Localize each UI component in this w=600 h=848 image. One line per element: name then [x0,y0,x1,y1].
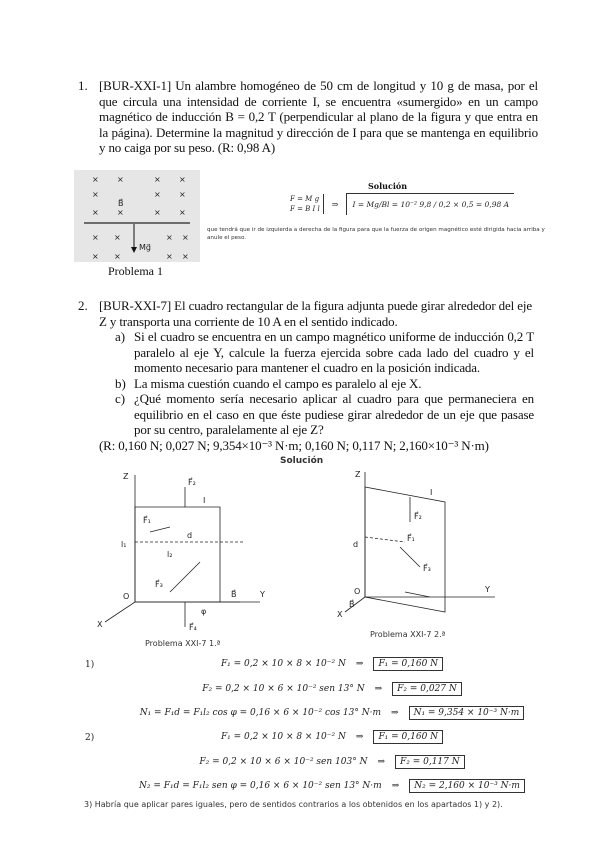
figure-2-2 [335,467,510,627]
equation: N₁ = F₁d = F₁l₂ cos φ = 0,16 × 6 × 10⁻² cos 13° N·m [139,708,382,718]
implies-arrow: ⇒ [391,708,399,718]
problem2-statement [78,298,540,329]
item-c-label: c) [115,391,126,406]
phi-label: φ [201,607,207,616]
figure-2-2-caption: Problema XXI-7 2.ª [370,630,446,639]
solution1-note: que tendrá que ir de izquierda a derecha de la figura para que la fuerza de origen magnético esté dirigida hacia arriba y anule el peso. [207,227,545,241]
item-c [78,391,540,438]
svg-text:×: × [179,208,186,217]
part-3-note: 3) Habría que aplicar pares iguales, pero de sentidos contrarios a los obtenidos en los apartados 1) y 2). [84,800,503,809]
result-box: N₂ = 2,160 × 10⁻³ N·m [409,779,525,793]
solution1-title: Solución [368,181,408,191]
svg-text:×: × [92,208,99,217]
problem1-figure [74,170,200,262]
svg-text:×: × [92,175,99,184]
mg-label: Mg⃗ [139,243,151,252]
svg-text:×: × [166,252,173,261]
f1-label: F⃗₁ [407,534,415,543]
b-label: B⃗ [231,590,237,599]
implies-arrow: ⇒ [377,757,385,767]
item-b-label: b) [115,375,126,391]
current-label: I [203,496,206,505]
axis-y: Y [485,585,490,594]
l1-label: l₁ [121,540,127,549]
item-b-text: La misma cuestión cuando el campo es paralelo al eje X. [134,375,422,391]
svg-text:×: × [117,175,124,184]
result-box: F₁ = 0,160 N [373,657,443,671]
axis-z: Z [355,470,361,479]
f3-label: F⃗₃ [155,580,163,589]
solution1-row [290,193,514,215]
solution-row [112,657,552,671]
figure-2-1-caption: Problema XXI-7 1.ª [145,639,221,648]
solution-row [112,682,552,696]
svg-text:×: × [154,190,161,199]
f4-label: F⃗₄ [189,623,197,632]
svg-text:×: × [154,208,161,217]
solution2-title: Solución [280,456,324,466]
svg-text:×: × [179,190,186,199]
problem2-number: 2. [78,298,88,313]
svg-text:×: × [92,252,99,261]
equation: N₂ = F₁d = F₁l₂ sen φ = 0,16 × 6 × 10⁻² sen 13° N·m [139,781,382,791]
axis-x: X [97,620,103,629]
svg-text:×: × [92,190,99,199]
b-label: B⃗ [118,199,124,208]
item-a-label: a) [115,329,126,344]
axis-z: Z [123,472,129,481]
origin: O [354,587,361,596]
f2-label: F⃗₂ [188,478,196,487]
origin: O [123,592,130,601]
f3-label: F⃗₃ [423,564,431,573]
solution1-system [290,194,324,214]
implies-arrow: ⇒ [355,732,364,742]
svg-text:×: × [182,233,189,242]
svg-text:×: × [117,208,124,217]
problem1 [78,78,538,156]
svg-text:×: × [114,252,121,261]
solution1-eq1: F = M g [290,195,320,203]
solution-row [112,755,552,769]
implies-arrow: ⇒ [391,781,400,791]
figure-2-1 [95,467,280,637]
svg-text:×: × [182,252,189,261]
problem2 [78,298,540,453]
item-a [78,329,540,376]
d-label: d [353,540,359,549]
equation: F₁ = 0,2 × 10 × 8 × 10⁻² N [220,732,346,742]
l2-label: l₂ [167,550,173,559]
part-2-label: 2) [85,733,95,743]
svg-text:×: × [166,233,173,242]
item-c-text: ¿Qué momento sería necesario aplicar al cuadro para que permaneciera en equilibrio en el caso en que éste pudiese girar alrededor de un eje que pasase por su centro, paralelamente al eje Z? [134,391,534,437]
result-box: F₁ = 0,160 N [373,730,443,744]
problem2-text: [BUR-XXI-7] El cuadro rectangular de la figura adjunta puede girar alrededor del eje Z y transporta una corriente de 10 A en el sentido indicado. [99,298,532,329]
item-a-text: Si el cuadro se encuentra en un campo magnético uniforme de inducción 0,2 T paralelo al eje Y, calcule la fuerza ejercida sobre cada lado del cuadro y el momento necesario para mantener el cuadro en la posición indicada. [134,329,534,375]
axis-x: X [337,610,343,619]
result-box: F₂ = 0,027 N [392,682,462,696]
axis-y: Y [260,590,265,599]
equation: F₂ = 0,2 × 10 × 6 × 10⁻² sen 13° N [202,684,365,694]
b-label: B⃗ [349,600,355,609]
f1-label: F⃗₁ [143,516,151,525]
problem2-answer: (R: 0,160 N; 0,027 N; 9,354×10⁻³ N·m; 0,160 N; 0,117 N; 2,160×10⁻³ N·m) [99,437,489,453]
equation: F₂ = 0,2 × 10 × 6 × 10⁻² sen 103° N [199,757,368,767]
solution-row [112,779,552,793]
problem1-text: [BUR-XXI-1] Un alambre homogéneo de 50 cm de longitud y 10 g de masa, por el que circula una intensidad de corriente I, se encuentra «sumergido» en un campo magnético de inducción B = 0,2 T (perpendicular al plano de la figura y que entra en la página). Determine la magnitud y dirección de I para que se mantenga en equilibrio y no caiga por su peso. (R: 0,98 A) [99,78,538,155]
svg-text:×: × [179,175,186,184]
item-b [78,376,540,392]
equation: F₁ = 0,2 × 10 × 8 × 10⁻² N [220,659,346,669]
solution1-result: I = Mg/Bl = 10⁻² 9,8 / 0,2 × 0,5 = 0,98 A [346,193,514,215]
svg-text:×: × [114,233,121,242]
result-box: N₁ = 9,354 × 10⁻³ N·m [409,706,525,720]
solution-row [112,730,552,744]
d-label: d [187,531,193,540]
solution1-eq2: F = B I l [290,205,320,213]
part-1-label: 1) [85,660,95,670]
problem1-number: 1. [78,78,88,93]
implies-arrow: ⇒ [374,684,383,694]
result-box: F₂ = 0,117 N [395,755,465,769]
implies-arrow: ⇒ [355,659,364,669]
solution-row [112,706,552,720]
problem1-caption: Problema 1 [108,264,163,278]
svg-text:×: × [92,233,99,242]
svg-text:×: × [154,175,161,184]
f2-label: F⃗₂ [414,512,422,521]
current-label: I [430,488,433,497]
implies-arrow: ⇒ [331,199,339,209]
